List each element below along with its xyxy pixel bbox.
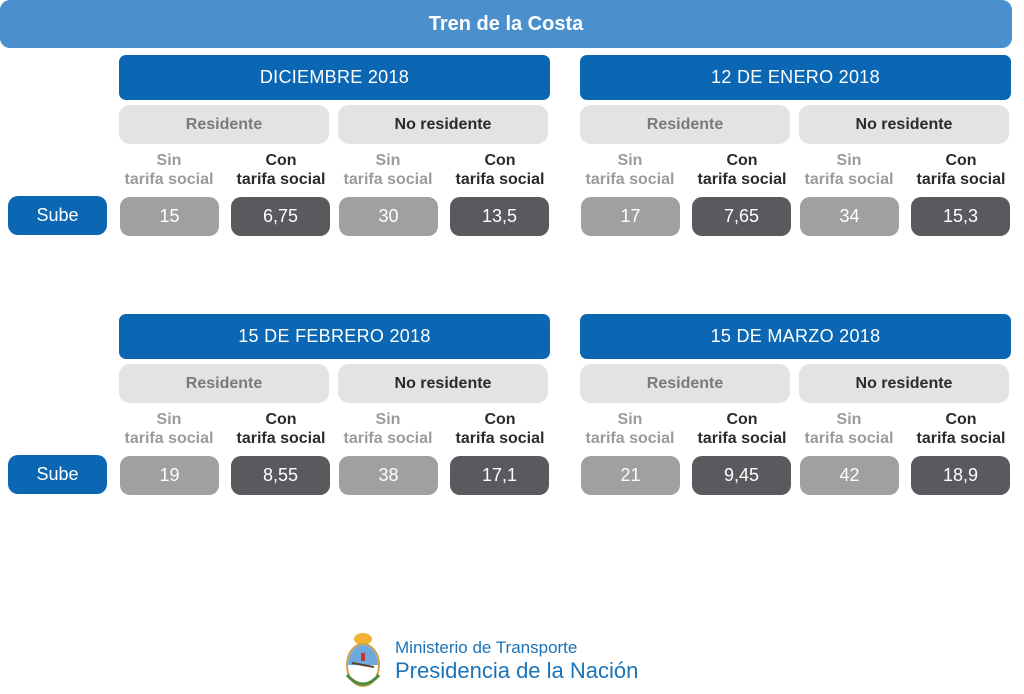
fare-value: 34	[800, 197, 899, 236]
panel-date-header: DICIEMBRE 2018	[119, 55, 550, 100]
ministry-footer	[343, 630, 683, 692]
group-residente: Residente	[119, 105, 329, 144]
fare-value: 17	[581, 197, 680, 236]
fare-value: 13,5	[450, 197, 549, 236]
col-label-con: Con tarifa social	[455, 152, 545, 188]
fare-value: 42	[800, 456, 899, 495]
fare-value: 19	[120, 456, 219, 495]
group-no-residente: No residente	[799, 364, 1009, 403]
fare-value: 15,3	[911, 197, 1010, 236]
ministry-line: Ministerio de Transporte	[395, 638, 578, 657]
col-label-sin: Sin tarifa social	[804, 411, 894, 447]
col-label-con: Con tarifa social	[697, 411, 787, 447]
col-label-con: Con tarifa social	[916, 411, 1006, 447]
group-residente: Residente	[119, 364, 329, 403]
col-label-sin: Sin tarifa social	[585, 152, 675, 188]
fare-value: 8,55	[231, 456, 330, 495]
fare-value: 18,9	[911, 456, 1010, 495]
ministry-name	[395, 638, 638, 684]
sube-row-label: Sube	[8, 455, 107, 494]
fare-value: 7,65	[692, 197, 791, 236]
col-label-sin: Sin tarifa social	[804, 152, 894, 188]
panel-date-header: 15 DE MARZO 2018	[580, 314, 1011, 359]
presidency-line: Presidencia de la Nación	[395, 658, 639, 683]
page-title: Tren de la Costa	[0, 0, 1012, 48]
fare-value: 17,1	[450, 456, 549, 495]
panel-date-header: 12 DE ENERO 2018	[580, 55, 1011, 100]
coat-of-arms-icon	[343, 631, 383, 691]
fare-value: 30	[339, 197, 438, 236]
col-label-con: Con tarifa social	[916, 152, 1006, 188]
col-label-sin: Sin tarifa social	[124, 152, 214, 188]
fare-value: 6,75	[231, 197, 330, 236]
col-label-sin: Sin tarifa social	[343, 152, 433, 188]
panel-date-header: 15 DE FEBRERO 2018	[119, 314, 550, 359]
group-no-residente: No residente	[338, 105, 548, 144]
col-label-con: Con tarifa social	[455, 411, 545, 447]
col-label-con: Con tarifa social	[236, 152, 326, 188]
group-residente: Residente	[580, 364, 790, 403]
col-label-sin: Sin tarifa social	[124, 411, 214, 447]
fare-value: 9,45	[692, 456, 791, 495]
group-no-residente: No residente	[338, 364, 548, 403]
group-residente: Residente	[580, 105, 790, 144]
col-label-con: Con tarifa social	[236, 411, 326, 447]
col-label-sin: Sin tarifa social	[343, 411, 433, 447]
col-label-con: Con tarifa social	[697, 152, 787, 188]
group-no-residente: No residente	[799, 105, 1009, 144]
col-label-sin: Sin tarifa social	[585, 411, 675, 447]
fare-value: 38	[339, 456, 438, 495]
fare-value: 15	[120, 197, 219, 236]
sube-row-label: Sube	[8, 196, 107, 235]
fare-value: 21	[581, 456, 680, 495]
